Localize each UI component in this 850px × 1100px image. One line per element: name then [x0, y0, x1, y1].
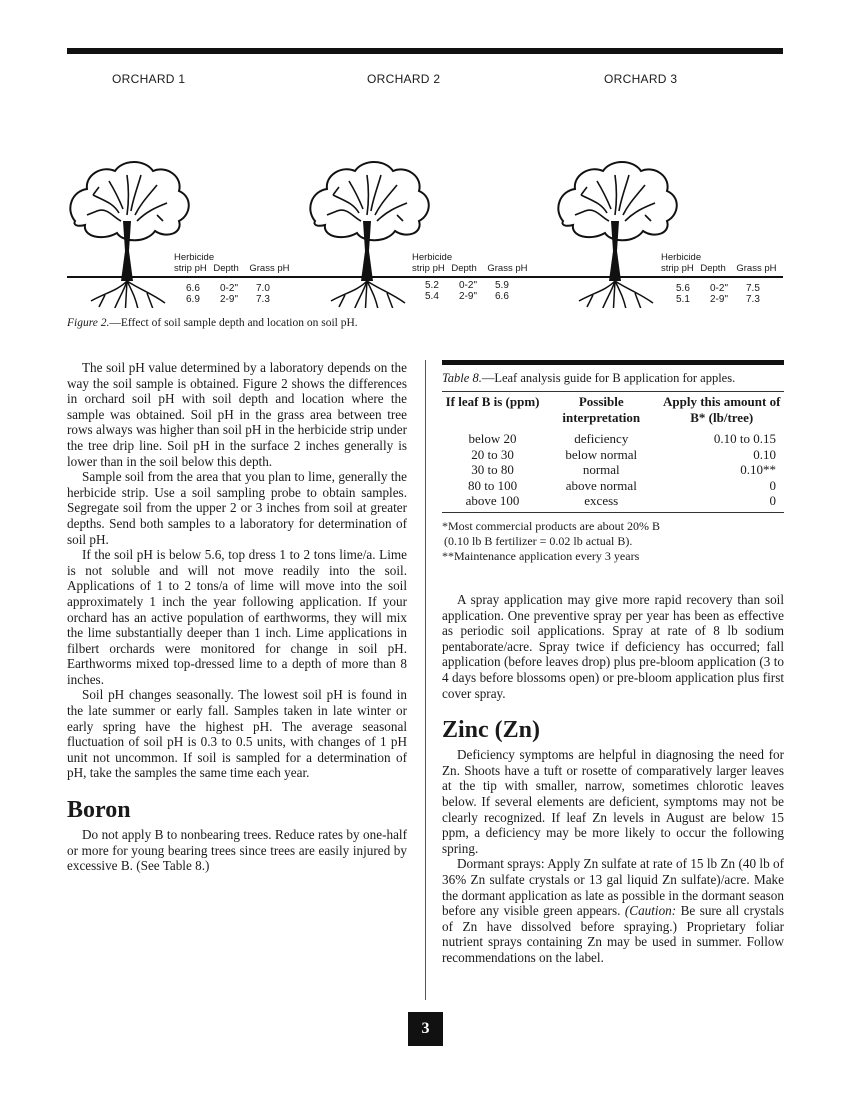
table-cell: above 100 [465, 493, 520, 508]
strip-ph-label: strip pH [174, 263, 207, 274]
grass-ph-value: 7.0 [256, 283, 270, 294]
caution-label: (Caution: [624, 903, 677, 919]
table-cell: excess [584, 493, 619, 508]
table-cell: 0 [769, 493, 776, 508]
paragraph-text: Dormant sprays: Apply Zn sulfate at rate of 15 lb Zn (40 lb of 36% Zn sulfate crystals or 13 gal liquid Zn sulfate)/acre. Make the dormant application as late as possible in the dormant season before any visible green appears. [442, 856, 784, 919]
orchard-2-labels [412, 252, 528, 274]
boron-heading: Boron [67, 797, 131, 824]
grass-ph-label: Grass pH [736, 263, 777, 274]
herbicide-label: Herbicide [174, 252, 215, 263]
depth-value: 2-9" [220, 294, 239, 305]
depth-value: 0-2" [459, 280, 478, 291]
grass-ph-value: 5.9 [495, 280, 509, 291]
table-cell: 0.10 to 0.15 [713, 431, 776, 446]
column-header: If leaf B is (ppm) [445, 394, 540, 409]
paragraph: The soil pH value determined by a laboratory depends on the way the soil sample is obtained. Figure 2 shows the differences in orchard soil pH with soil depth and location where the sample was obtained. Soil pH in the grass area between tree rows always was higher than soil pH in the herbicide strip under the tree drip line. Soil pH in the surface 2 inches generally is lower than in the soil below this depth. [67, 360, 407, 469]
column-divider [425, 360, 426, 1000]
orchard-2-values [425, 280, 509, 302]
paragraph: Deficiency symptoms are helpful in diagnosing the need for Zn. Shoots have a tuft or rosette of comparatively larger leaves at the tip with smaller, narrow, sometimes chlorotic leaves below. If several elements are deficient, symptoms may not be clearly recognized. If leaf Zn levels in August are below 15 ppm, a deficiency may be more likely to occur the following spring. [442, 747, 784, 856]
depth-value: 0-2" [220, 283, 239, 294]
table-cell: 0 [769, 477, 776, 493]
paragraph-text: Be sure all crystals of Zn have dissolved before spraying.) Proprietary foliar nutrient sprays containing Zn may be used in summer. Follow recommendations on the label. [442, 903, 784, 965]
table-note: **Maintenance application every 3 years [442, 548, 640, 563]
herbicide-label: Herbicide [661, 252, 702, 263]
herbicide-label: Herbicide [412, 252, 453, 263]
table-bottom-rule [442, 512, 784, 513]
table-row [442, 478, 784, 494]
depth-value: 2-9" [459, 291, 478, 302]
table-cell: deficiency [574, 431, 629, 446]
figure-caption-text: —Effect of soil sample depth and location on soil pH. [109, 317, 358, 329]
table-row [442, 447, 784, 463]
table-cell: normal [582, 462, 620, 477]
strip-ph-value: 5.6 [676, 283, 690, 294]
grass-ph-label: Grass pH [487, 263, 528, 274]
strip-ph-value: 6.6 [186, 283, 200, 294]
page-number: 3 [408, 1012, 443, 1046]
zinc-heading: Zinc (Zn) [442, 717, 541, 744]
figure-caption-label: Figure 2. [67, 317, 110, 329]
table-cell: below normal [565, 446, 638, 462]
table-8 [442, 360, 784, 564]
depth-label: Depth [213, 263, 239, 274]
orchard-3-values [676, 283, 760, 305]
orchard-1-values [186, 283, 270, 305]
left-column [67, 360, 407, 874]
right-column [442, 592, 784, 965]
strip-ph-value: 5.1 [676, 294, 690, 305]
orchard-2-title: ORCHARD 2 [367, 72, 441, 86]
table-notes [442, 519, 784, 564]
tree-3-icon [558, 162, 676, 308]
grass-ph-value: 7.3 [746, 294, 760, 305]
grass-ph-value: 7.5 [746, 283, 760, 294]
table-cell: 0.10 [753, 446, 776, 462]
depth-label: Depth [700, 263, 726, 274]
table-cell: 0.10** [740, 462, 776, 477]
orchard-1-title: ORCHARD 1 [112, 72, 186, 86]
orchard-3-title: ORCHARD 3 [604, 72, 678, 86]
tree-2-icon [310, 162, 428, 308]
table-cell: 80 to 100 [467, 477, 518, 493]
table-caption-text: —Leaf analysis guide for B application for apples. [481, 371, 736, 385]
depth-value: 0-2" [710, 283, 729, 294]
paragraph [442, 856, 784, 965]
table-note: (0.10 lb B fertilizer = 0.02 lb actual B). [444, 533, 633, 548]
table-cell: below 20 [468, 431, 517, 446]
strip-ph-value: 5.2 [425, 280, 439, 291]
grass-ph-label: Grass pH [249, 263, 290, 274]
orchard-1-labels [174, 252, 290, 274]
paragraph: If the soil pH is below 5.6, top dress 1 to 2 tons lime/a. Lime is not soluble and will not move readily into the soil. Applications of 1 to 2 tons/a of lime will move into the soil approximately 1 inch the year following application. If your orchard has an active population of earthworms, they will mix the lime substantially deeper than 1 inch. Lime applications in filbert orchards were monitored for change in soil pH. Earthworms mixed top-dressed lime to a depth of more than 8 inches. [67, 547, 407, 687]
table-cell: 20 to 30 [471, 446, 514, 462]
grass-ph-value: 6.6 [495, 291, 509, 302]
table-top-rule [442, 360, 784, 365]
column-header: Apply this amount of B* (lb/tree) [663, 394, 781, 425]
top-rule [67, 48, 783, 54]
tree-1-icon [70, 162, 188, 308]
orchard-3-labels [661, 252, 777, 274]
table-caption-label: Table 8. [442, 371, 482, 385]
table-caption [442, 371, 784, 386]
depth-value: 2-9" [710, 294, 729, 305]
strip-ph-value: 5.4 [425, 291, 439, 302]
figure-caption [67, 317, 358, 329]
table-cell: above normal [565, 477, 637, 493]
paragraph: Soil pH changes seasonally. The lowest soil pH is found in the late summer or early fall. Samples taken in late winter or early spring have the highest pH. The average seasonal fluctuation of soil pH is 0.3 to 0.5 units, with changes of 1 pH unit not uncommon. If soil is sampled for a determination of pH, take the samples the same time each year. [67, 687, 407, 781]
table-row [442, 431, 784, 447]
table-header-row [442, 392, 784, 431]
paragraph: Sample soil from the area that you plan to lime, generally the herbicide strip. Use a soil sampling probe to obtain samples. Segregate soil from the upper 2 or 3 inches from soil at greater depths. Send both samples to a laboratory for determination of soil pH. [67, 469, 407, 547]
paragraph: Do not apply B to nonbearing trees. Reduce rates by one-half or more for young bearing trees since trees are easily injured by excessive B. (See Table 8.) [67, 827, 407, 874]
depth-label: Depth [451, 263, 477, 274]
grass-ph-value: 7.3 [256, 294, 270, 305]
table-row [442, 493, 784, 509]
paragraph: A spray application may give more rapid recovery than soil application. One preventive spray per year has been as effective as periodic soil applications. Spray at rate of 8 lb sodium pentaborate/acre. Spray twice if deficiency has occurred; fall application (before leaves drop) plus pre-bloom application (3 to 4 days before blossoms open) or pre-bloom application plus first cover spray. [442, 592, 784, 701]
strip-ph-label: strip pH [412, 263, 445, 274]
leaf-analysis-table [442, 392, 784, 509]
table-note: *Most commercial products are about 20% B [442, 518, 660, 533]
column-header: Possible interpretation [562, 394, 641, 425]
table-cell: 30 to 80 [471, 462, 514, 477]
table-row [442, 462, 784, 478]
strip-ph-value: 6.9 [186, 294, 200, 305]
strip-ph-label: strip pH [661, 263, 694, 274]
